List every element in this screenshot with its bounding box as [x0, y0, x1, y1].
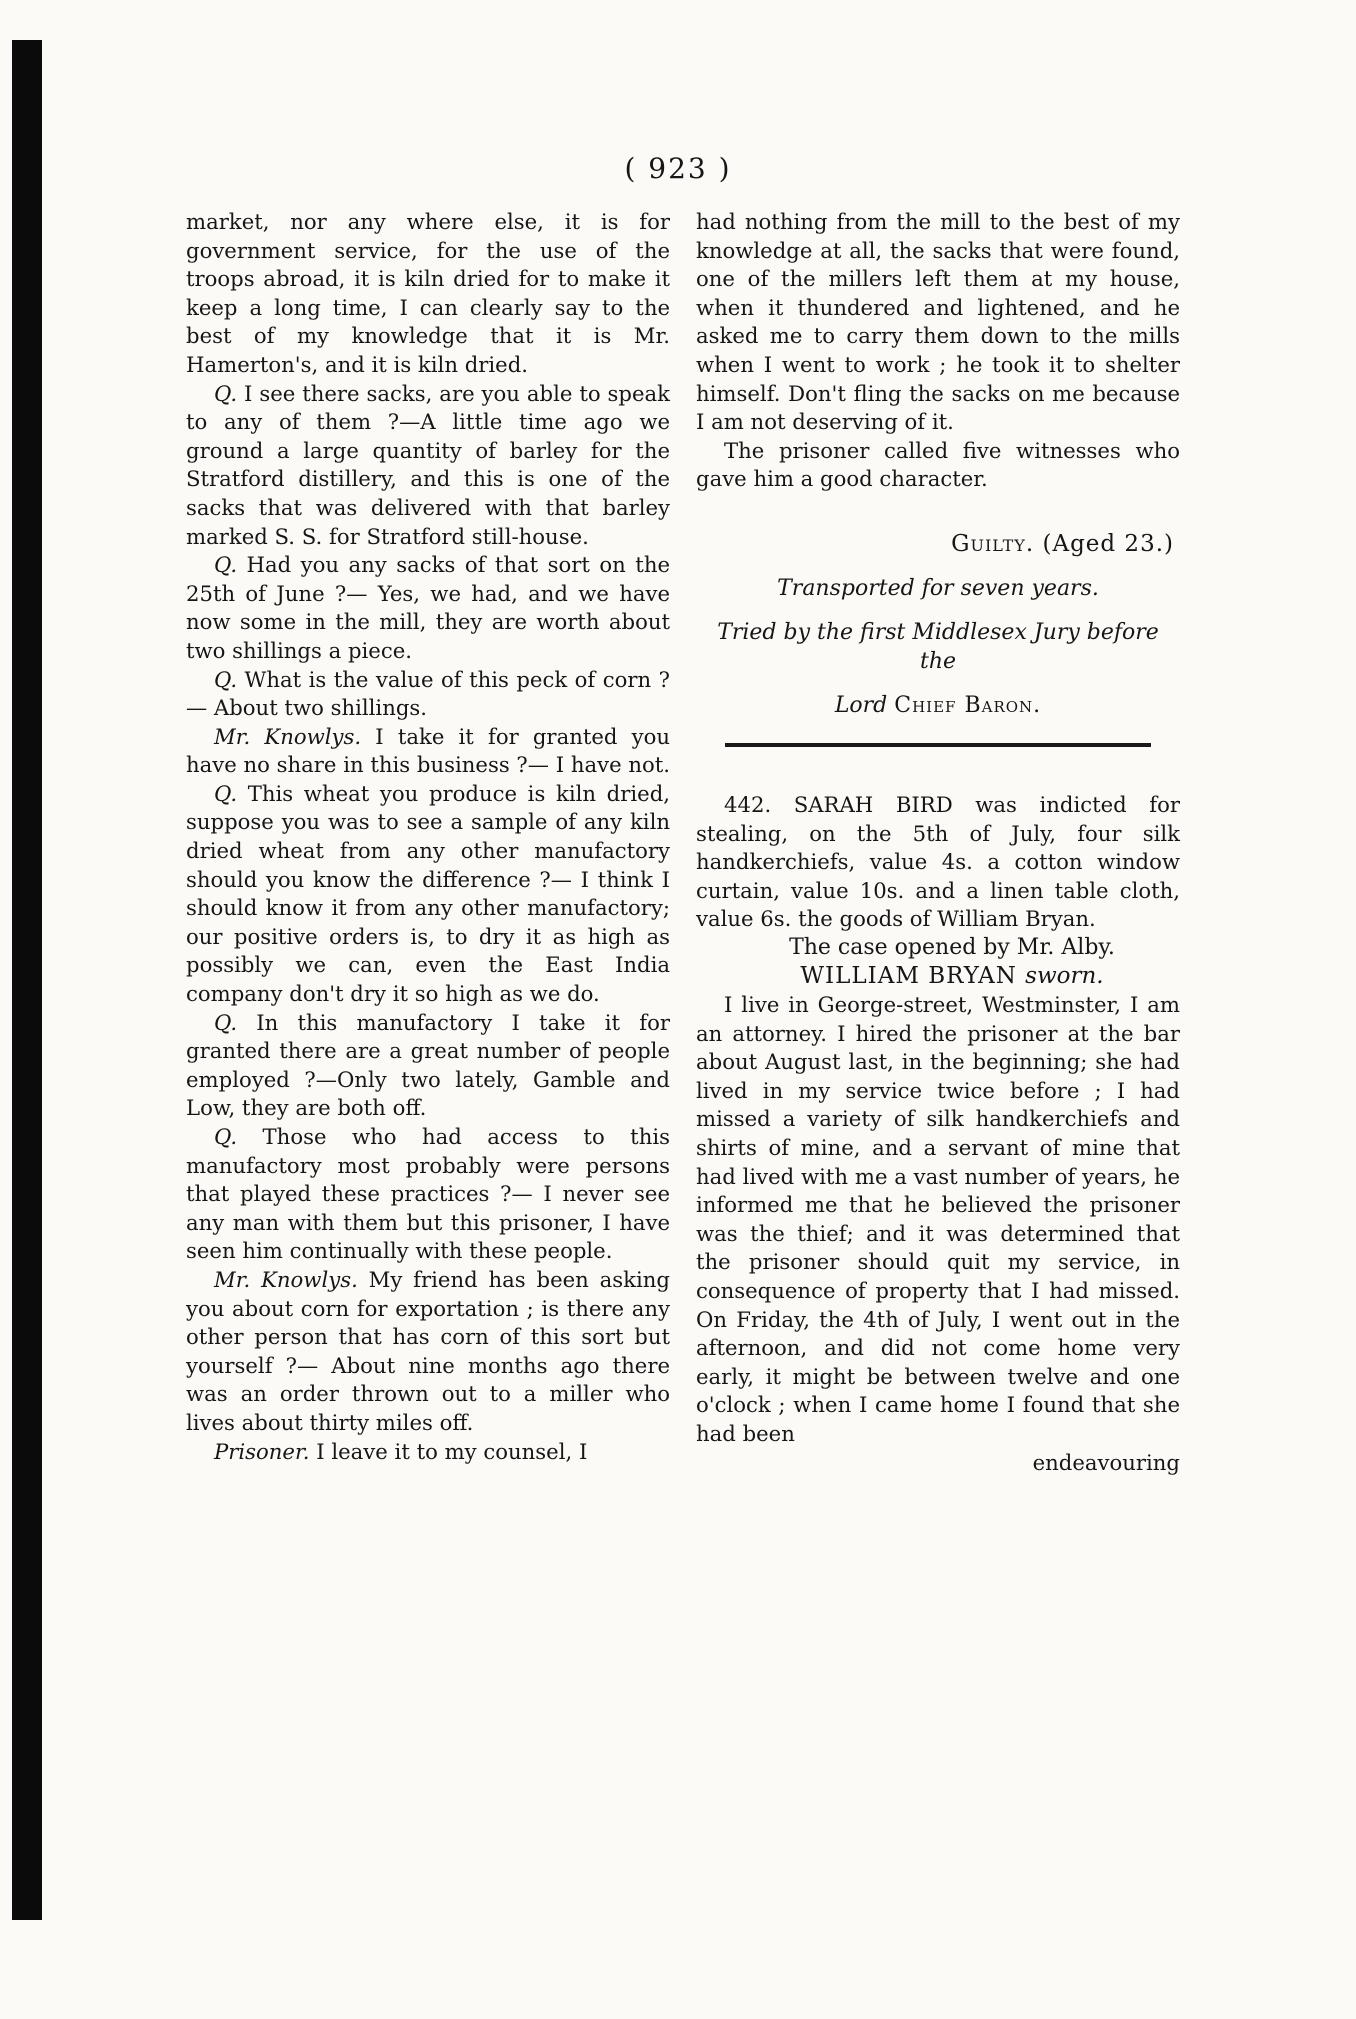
question-mark: Q.: [214, 666, 238, 692]
speaker-name: Prisoner.: [214, 1438, 310, 1464]
left-column: [186, 208, 670, 1466]
paragraph: [186, 666, 670, 723]
tried-by: Tried by the first Middlesex Jury before the: [717, 620, 1159, 674]
lord-title: Chief Baron.: [894, 693, 1042, 719]
speaker-name: Mr. Knowlys.: [214, 1266, 358, 1292]
case-heading: [696, 791, 1180, 934]
paragraph: The prisoner called five witnesses who gave him a good character.: [696, 437, 1180, 492]
paragraph-text: This wheat you produce is kiln dried, suppose you was to see a sample of any kiln dried wheat from any other manufactory should you know the difference ?— I think I should know it from any other manufactory; our positive orders is, to dry it as high as possibly we can, even the East India company don't dry it so high as we do.: [186, 780, 670, 1007]
paragraph: [186, 1438, 670, 1467]
binding-edge: [12, 40, 42, 1920]
verdict-age: (Aged 23.): [1034, 530, 1174, 557]
page-number: ( 923 ): [624, 152, 732, 185]
sentence: Transported for seven years.: [777, 575, 1099, 601]
paragraph: market, nor any where else, it is for government service, for the use of the troops abroad, it is kiln dried for to make it keep a long time, I can clearly say to the best of my knowledge that it is Mr. Hamerton's, and it is kiln dried.: [186, 209, 670, 377]
paragraph: [186, 380, 670, 552]
question-mark: Q.: [214, 552, 238, 578]
question-mark: Q.: [214, 1124, 238, 1149]
question-mark: Q.: [214, 780, 238, 806]
verdict-word: Guilty.: [951, 530, 1035, 557]
question-mark: Q.: [214, 380, 238, 406]
paragraph-text: What is the value of this peck of corn ?— About two shillings.: [186, 666, 670, 721]
witness-name: WILLIAM BRYAN: [800, 963, 1026, 990]
paragraph-text: Had you any sacks of that sort on the 25th of June ?— Yes, we had, and we have now some in the mill, they are worth about two shillings a piece.: [186, 552, 670, 663]
case-number: 442. SARAH BIRD: [724, 791, 953, 817]
paragraph-text: I take it for granted you have no share in this business ?— I have not.: [186, 723, 670, 778]
paragraph-text: In this manufactory I take it for granted there are a great number of people employed ?—Only two lately, Gamble and Low, they are both off.: [186, 1009, 670, 1121]
paragraph-text: My friend has been asking you about corn for exportation ; is there any other person that has corn of this sort but yourself ?— About nine months ago there was an order thrown out to a miller who lives about thirty miles off.: [186, 1266, 670, 1435]
paragraph: [186, 723, 670, 780]
paragraph: [186, 551, 670, 665]
paragraph: [186, 1266, 670, 1438]
paragraph-text: I see there sacks, are you able to speak to any of them ?—A little time ago we ground a large quantity of barley for the Stratford distillery, and this is one of the sacks that was delivered with that barley marked S. S. for Stratford still-house.: [186, 380, 670, 549]
paragraph: [186, 1009, 670, 1123]
paragraph: had nothing from the mill to the best of my knowledge at all, the sacks that were found, one of the millers left them at my house, when it thundered and lightened, and he asked me to carry them down to the mills when I went to work ; he took it to shelter himself. Don't fling the sacks on me because I am not deserving of it.: [696, 209, 1180, 435]
case-text: was indicted for stealing, on the 5th of July, four silk handkerchiefs, value 4s. a cotton window curtain, value 10s. and a linen table cloth, value 6s. the goods of William Bryan.: [696, 791, 1180, 932]
lord-chief-baron: [696, 692, 1180, 721]
case-opened: The case opened by Mr. Alby.: [789, 934, 1115, 960]
paragraph-text: Those who had access to this manufactory most probably were persons that played these practices ?— I never see any man with them but this prisoner, I have seen him continually with these people.: [186, 1124, 670, 1264]
paragraph: I live in George-street, Westminster, I am an attorney. I hired the prisoner at the bar about August last, in the beginning; she had lived in my service twice before ; I had missed a variety of silk handkerchiefs and shirts of mine, and a servant of mine that had lived with me a vast number of years, he informed me that he believed the prisoner was the thief; and it was determined that the prisoner should quit my service, in consequence of property that I had missed. On Friday, the 4th of July, I went out in the afternoon, and did not come home very early, it might be between twelve and one o'clock ; when I came home I found that she had been: [696, 992, 1180, 1446]
witness-sworn: sworn.: [1025, 963, 1104, 990]
right-column: [696, 208, 1180, 1477]
lord-prefix: Lord: [834, 693, 895, 719]
section-rule: [725, 743, 1151, 747]
paragraph-text: I leave it to my counsel, I: [309, 1438, 588, 1464]
catchword: endeavouring: [1032, 1449, 1180, 1475]
question-mark: Q.: [214, 1009, 238, 1035]
witness-heading: [696, 962, 1180, 991]
speaker-name: Mr. Knowlys.: [214, 723, 362, 749]
paragraph: [186, 1123, 670, 1266]
verdict: [696, 530, 1174, 559]
paragraph: [186, 780, 670, 1009]
